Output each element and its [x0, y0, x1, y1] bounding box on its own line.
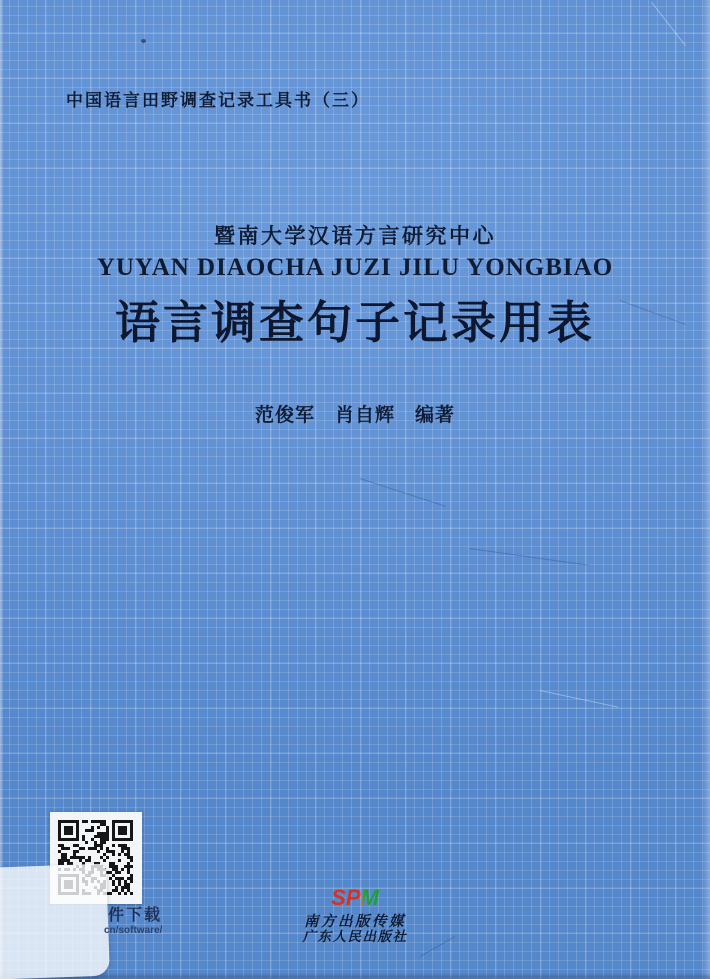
- software-download-label: 件下载: [108, 907, 163, 924]
- publisher-press-name: 广东人民出版社: [302, 929, 408, 944]
- publisher-group-name: 南方出版传媒: [304, 914, 406, 930]
- scratch-mark: [651, 2, 686, 46]
- software-download-url: cn/software/: [104, 925, 163, 936]
- book-title: 语言调查句子记录用表: [114, 297, 595, 348]
- institution-name: 暨南大学汉语方言研究中心: [214, 225, 496, 248]
- spm-logo: SPM: [331, 885, 379, 910]
- dust-speck: [141, 39, 146, 43]
- scan-edge-right: [702, 0, 710, 979]
- scratch-mark: [470, 548, 589, 566]
- scratch-mark: [540, 690, 618, 708]
- scan-edge-left: [0, 0, 3, 979]
- library-sticker: [0, 864, 110, 979]
- scan-edge-bottom: [0, 973, 710, 979]
- title-pinyin: YUYAN DIAOCHA JUZI JILU YONGBIAO: [96, 254, 614, 281]
- authors-line: 范俊军 肖自辉 编著: [254, 405, 455, 426]
- scratch-mark: [360, 478, 446, 507]
- series-label: 中国语言田野调查记录工具书（三）: [66, 91, 370, 110]
